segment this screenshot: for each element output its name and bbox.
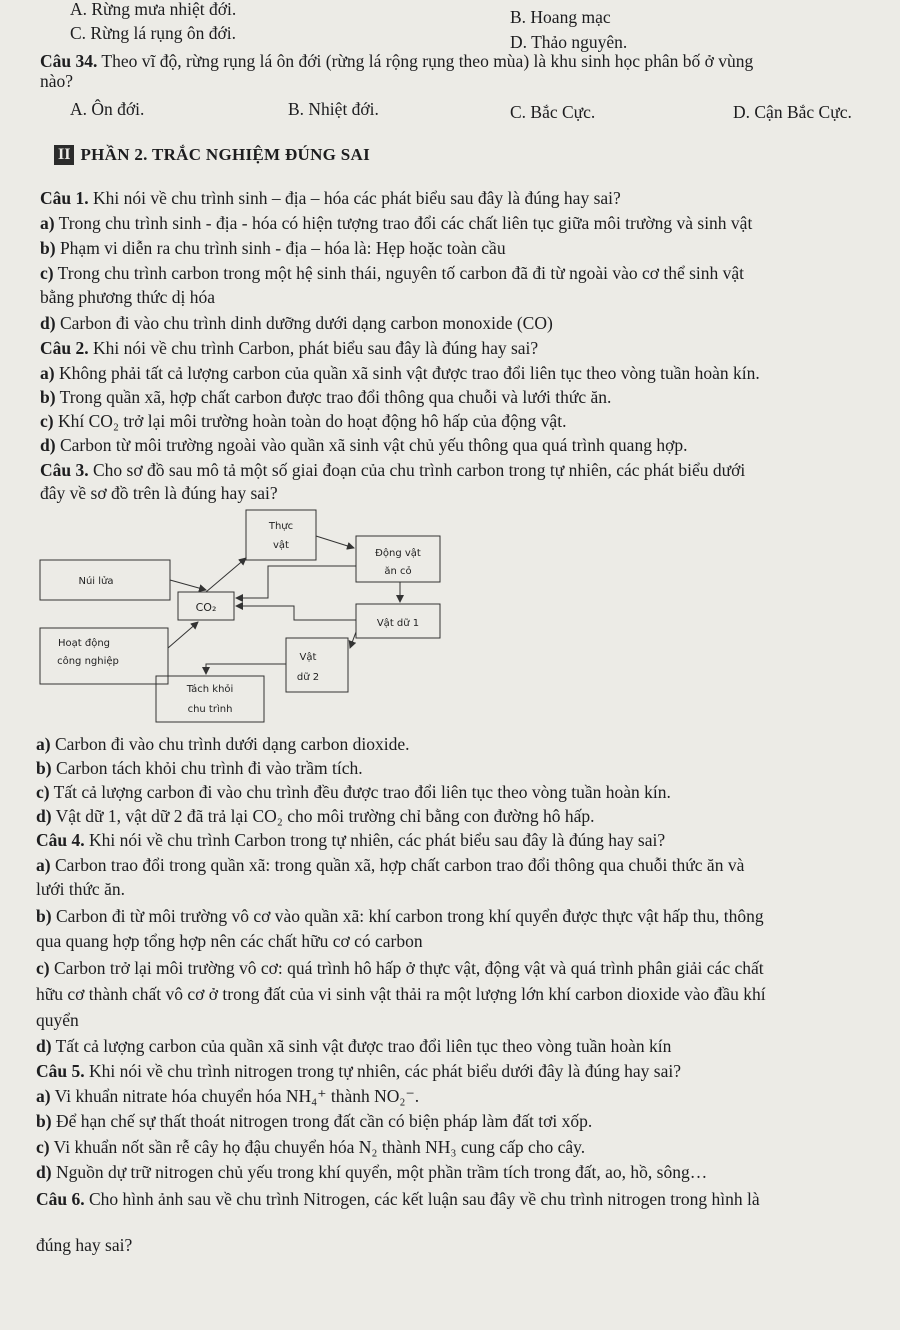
q2-a: a) Không phải tất cả lượng carbon của quần xã sinh vật được trao đổi liên tục theo vòng tuần hoàn kín. xyxy=(40,363,760,383)
arrow-vat-du-2-to-tach-khoi xyxy=(206,664,286,674)
q4-c-line1: c) Carbon trở lại môi trường vô cơ: quá trình hô hấp ở thực vật, động vật và quá trình phân giải các chất xyxy=(36,958,764,978)
q33-option-d: D. Thảo nguyên. xyxy=(510,32,628,52)
arrow-vat-du-1-to-co2 xyxy=(236,606,356,620)
arrow-dong-vat-to-co2 xyxy=(236,566,356,598)
q1-a: a) Trong chu trình sinh - địa - hóa có hiện tượng trao đổi các chất liên tục giữa môi trường và sinh vật xyxy=(40,213,753,233)
q3-stem-line1: Câu 3. Cho sơ đồ sau mô tả một số giai đoạn của chu trình carbon trong tự nhiên, các phát biểu dưới xyxy=(40,460,746,480)
q34-stem-line1: Câu 34. Theo vĩ độ, rừng rụng lá ôn đới (rừng lá rộng rụng theo mùa) là khu sinh học phân bố ở vùng xyxy=(40,51,754,71)
label-vat-du-2-2: dữ 2 xyxy=(296,672,320,683)
q1-b: b) Phạm vi diễn ra chu trình sinh - địa – hóa là: Hẹp hoặc toàn cầu xyxy=(40,238,506,258)
q4-a-line2: lưới thức ăn. xyxy=(36,879,125,899)
label-hoat-dong-1: Hoạt động xyxy=(57,638,111,649)
q4-stem: Câu 4. Khi nói về chu trình Carbon trong tự nhiên, các phát biểu sau đây là đúng hay sai? xyxy=(36,830,666,850)
section-heading xyxy=(54,143,370,167)
q34-option-c: C. Bắc Cực. xyxy=(510,102,596,122)
q1-d: d) Carbon đi vào chu trình dinh dưỡng dưới dạng carbon monoxide (CO) xyxy=(40,313,553,333)
box-tach-khoi-chu-trinh xyxy=(156,676,264,722)
q33-option-a: A. Rừng mưa nhiệt đới. xyxy=(70,0,237,19)
q33-option-c: C. Rừng lá rụng ôn đới. xyxy=(70,23,237,43)
box-thuc-vat xyxy=(246,510,316,560)
box-vat-du-2 xyxy=(286,638,348,692)
q4-d: d) Tất cả lượng carbon của quần xã sinh vật được trao đổi liên tục theo vòng tuần hoàn kín xyxy=(36,1036,672,1056)
q2-c: c) Khí CO₂ trở lại môi trường hoàn toàn do hoạt động hô hấp của động vật. xyxy=(40,411,567,431)
q4-a-line1: a) Carbon trao đổi trong quần xã: trong quần xã, hợp chất carbon trao đổi thông qua chuỗi thức ăn và xyxy=(36,855,745,875)
q34-option-a: A. Ôn đới. xyxy=(70,99,145,119)
q2-stem: Câu 2. Khi nói về chu trình Carbon, phát biểu sau đây là đúng hay sai? xyxy=(40,338,539,358)
q33-option-b: B. Hoang mạc xyxy=(510,7,611,27)
q4-b-line2: qua quang hợp tổng hợp nên các chất hữu cơ có carbon xyxy=(36,931,423,951)
q6-stem-line1: Câu 6. Cho hình ảnh sau về chu trình Nitrogen, các kết luận sau đây về chu trình nitrogen trong hình là xyxy=(36,1189,760,1209)
label-vat-du-1: Vật dữ 1 xyxy=(376,618,420,629)
label-vat-du-2-1: Vật xyxy=(299,652,317,663)
label-tach-khoi-1: Tách khỏi xyxy=(186,684,234,695)
arrow-cong-nghiep-to-co2 xyxy=(168,622,198,648)
q1-stem: Câu 1. Khi nói về chu trình sinh – địa – hóa các phát biểu sau đây là đúng hay sai? xyxy=(40,188,621,208)
label-co2: CO₂ xyxy=(195,601,217,614)
q34-option-d: D. Cận Bắc Cực. xyxy=(733,102,852,122)
q5-d: d) Nguồn dự trữ nitrogen chủ yếu trong khí quyển, một phần trầm tích trong đất, ao, hồ, sông… xyxy=(36,1162,708,1182)
q3-d: d) Vật dữ 1, vật dữ 2 đã trả lại CO₂ cho môi trường chỉ bằng con đường hô hấp. xyxy=(36,806,595,826)
arrow-co2-to-thuc-vat xyxy=(206,558,246,592)
arrow-nui-lua-to-co2 xyxy=(170,580,206,590)
q5-b: b) Để hạn chế sự thất thoát nitrogen trong đất cần có biện pháp làm đất tơi xốp. xyxy=(36,1111,593,1131)
q4-b-line1: b) Carbon đi từ môi trường vô cơ vào quần xã: khí carbon trong khí quyển được thực vật hấp thu, thông xyxy=(36,906,764,926)
q1-c-line1: c) Trong chu trình carbon trong một hệ sinh thái, nguyên tố carbon đã đi từ ngoài vào cơ thể sinh vật xyxy=(40,263,745,283)
q5-a: a) Vi khuẩn nitrate hóa chuyển hóa NH₄⁺ thành NO₂⁻. xyxy=(36,1086,420,1106)
q3-stem-line2: đây về sơ đồ trên là đúng hay sai? xyxy=(40,483,278,503)
q1-c-line2: bằng phương thức dị hóa xyxy=(40,287,215,307)
label-dong-vat-1: Động vật xyxy=(375,548,421,559)
label-hoat-dong-2: công nghiệp xyxy=(57,656,119,667)
carbon-cycle-diagram xyxy=(38,508,458,728)
q34-option-b: B. Nhiệt đới. xyxy=(288,99,379,119)
q2-d: d) Carbon từ môi trường ngoài vào quần xã sinh vật chủ yếu thông qua quá trình quang hợp. xyxy=(40,435,688,455)
q3-c: c) Tất cả lượng carbon đi vào chu trình đều được trao đổi liên tục theo vòng tuần hoàn kín. xyxy=(36,782,671,802)
label-dong-vat-2: ăn cỏ xyxy=(384,566,412,577)
q4-c-line2: hữu cơ thành chất vô cơ ở trong đất của vi sinh vật thải ra một lượng lớn khí carbon dioxide vào đầu khí xyxy=(36,984,766,1004)
section-title: PHẦN 2. TRẮC NGHIỆM ĐÚNG SAI xyxy=(80,145,371,164)
label-tach-khoi-2: chu trình xyxy=(187,704,233,715)
q3-a: a) Carbon đi vào chu trình dưới dạng carbon dioxide. xyxy=(36,734,410,754)
label-thuc-vat-2: vật xyxy=(273,540,289,551)
q2-b: b) Trong quần xã, hợp chất carbon được trao đổi thông qua chuỗi và lưới thức ăn. xyxy=(40,387,612,407)
q34-stem-line2: nào? xyxy=(40,71,74,91)
q5-stem: Câu 5. Khi nói về chu trình nitrogen trong tự nhiên, các phát biểu dưới đây là đúng hay sai? xyxy=(36,1061,681,1081)
q4-c-line3: quyển xyxy=(36,1010,79,1030)
arrow-thuc-vat-to-dong-vat xyxy=(316,536,354,548)
label-thuc-vat-1: Thực xyxy=(268,521,294,532)
arrow-vat-du-1-to-vat-du-2 xyxy=(350,632,356,648)
label-nui-lua: Núi lửa xyxy=(78,576,114,587)
q3-b: b) Carbon tách khỏi chu trình đi vào trầm tích. xyxy=(36,758,363,778)
section-number: II xyxy=(54,145,74,165)
q6-stem-line2: đúng hay sai? xyxy=(36,1235,133,1255)
q5-c: c) Vi khuẩn nốt sần rễ cây họ đậu chuyển hóa N₂ thành NH₃ cung cấp cho cây. xyxy=(36,1137,586,1157)
